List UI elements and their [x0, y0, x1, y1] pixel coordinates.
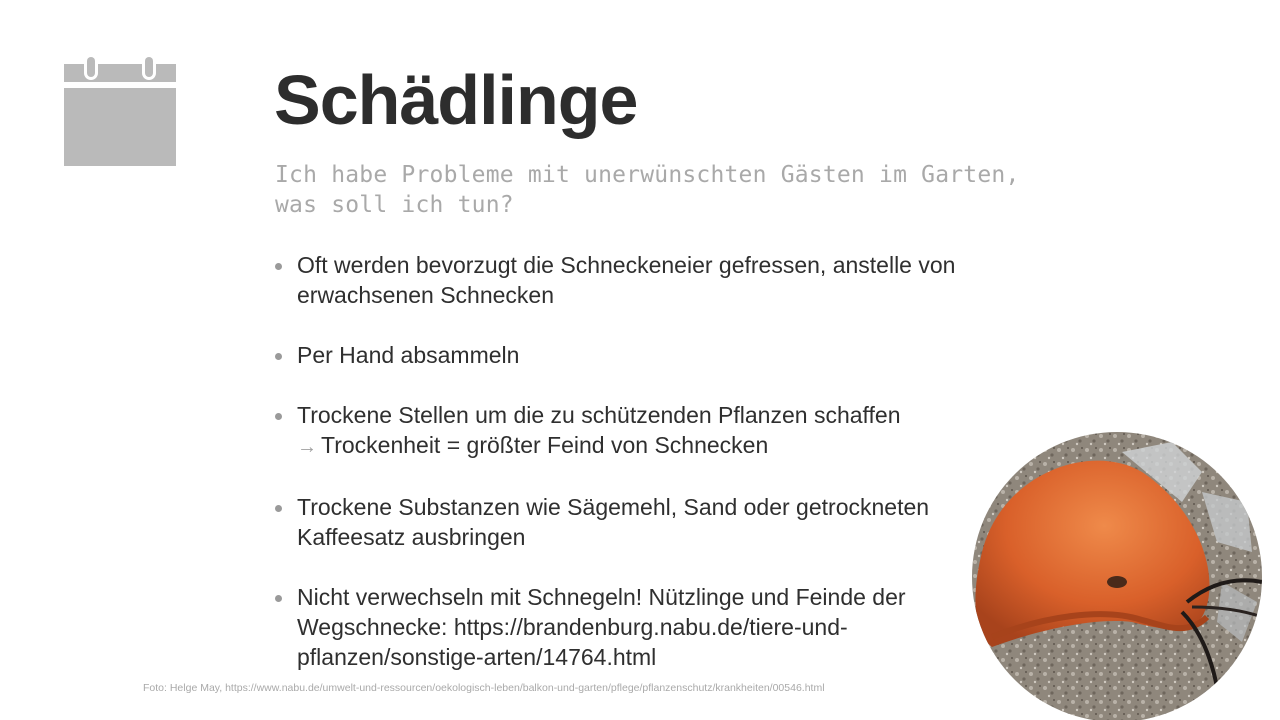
bullet-text: Trockene Substanzen wie Sägemehl, Sand oder getrockneten: [297, 494, 930, 520]
bullet-text: Trockenheit = größter Feind von Schnecken: [321, 432, 769, 458]
bullet-item: [274, 400, 1034, 462]
bullet-text: Kaffeesatz ausbringen: [297, 524, 526, 550]
bullet-text: Nicht verwechseln mit Schnegeln! Nützlinge und Feinde der: [297, 584, 906, 610]
bullet-link-text: pflanzen/sonstige-arten/14764.html: [297, 644, 657, 670]
bullet-link-text: Wegschnecke: https://brandenburg.nabu.de/tiere-und-: [297, 614, 848, 640]
bullet-text: Per Hand absammeln: [297, 342, 520, 368]
bullet-list: [274, 250, 1034, 702]
slug-photo: [972, 432, 1262, 720]
bullet-text: erwachsenen Schnecken: [297, 282, 554, 308]
bullet-item: [274, 340, 1034, 370]
bullet-item: [274, 250, 1034, 310]
bullet-text: Trockene Stellen um die zu schützenden Pflanzen schaffen: [297, 402, 901, 428]
calendar-icon: [64, 54, 176, 166]
bullet-item: [274, 582, 1034, 672]
photo-caption: Foto: Helge May, https://www.nabu.de/umwelt-und-ressourcen/oekologisch-leben/balkon-und-garten/pflege/pflanzenschutz/krankheiten/00546.html: [143, 682, 825, 694]
bullet-text: Oft werden bevorzugt die Schneckeneier gefressen, anstelle von: [297, 252, 956, 278]
bullet-item: [274, 492, 1034, 552]
subtitle: Ich habe Probleme mit unerwünschten Gästen im Garten, was soll ich tun?: [275, 162, 1020, 218]
page-title: Schädlinge: [274, 61, 638, 139]
arrow-right-icon: →: [297, 436, 317, 458]
